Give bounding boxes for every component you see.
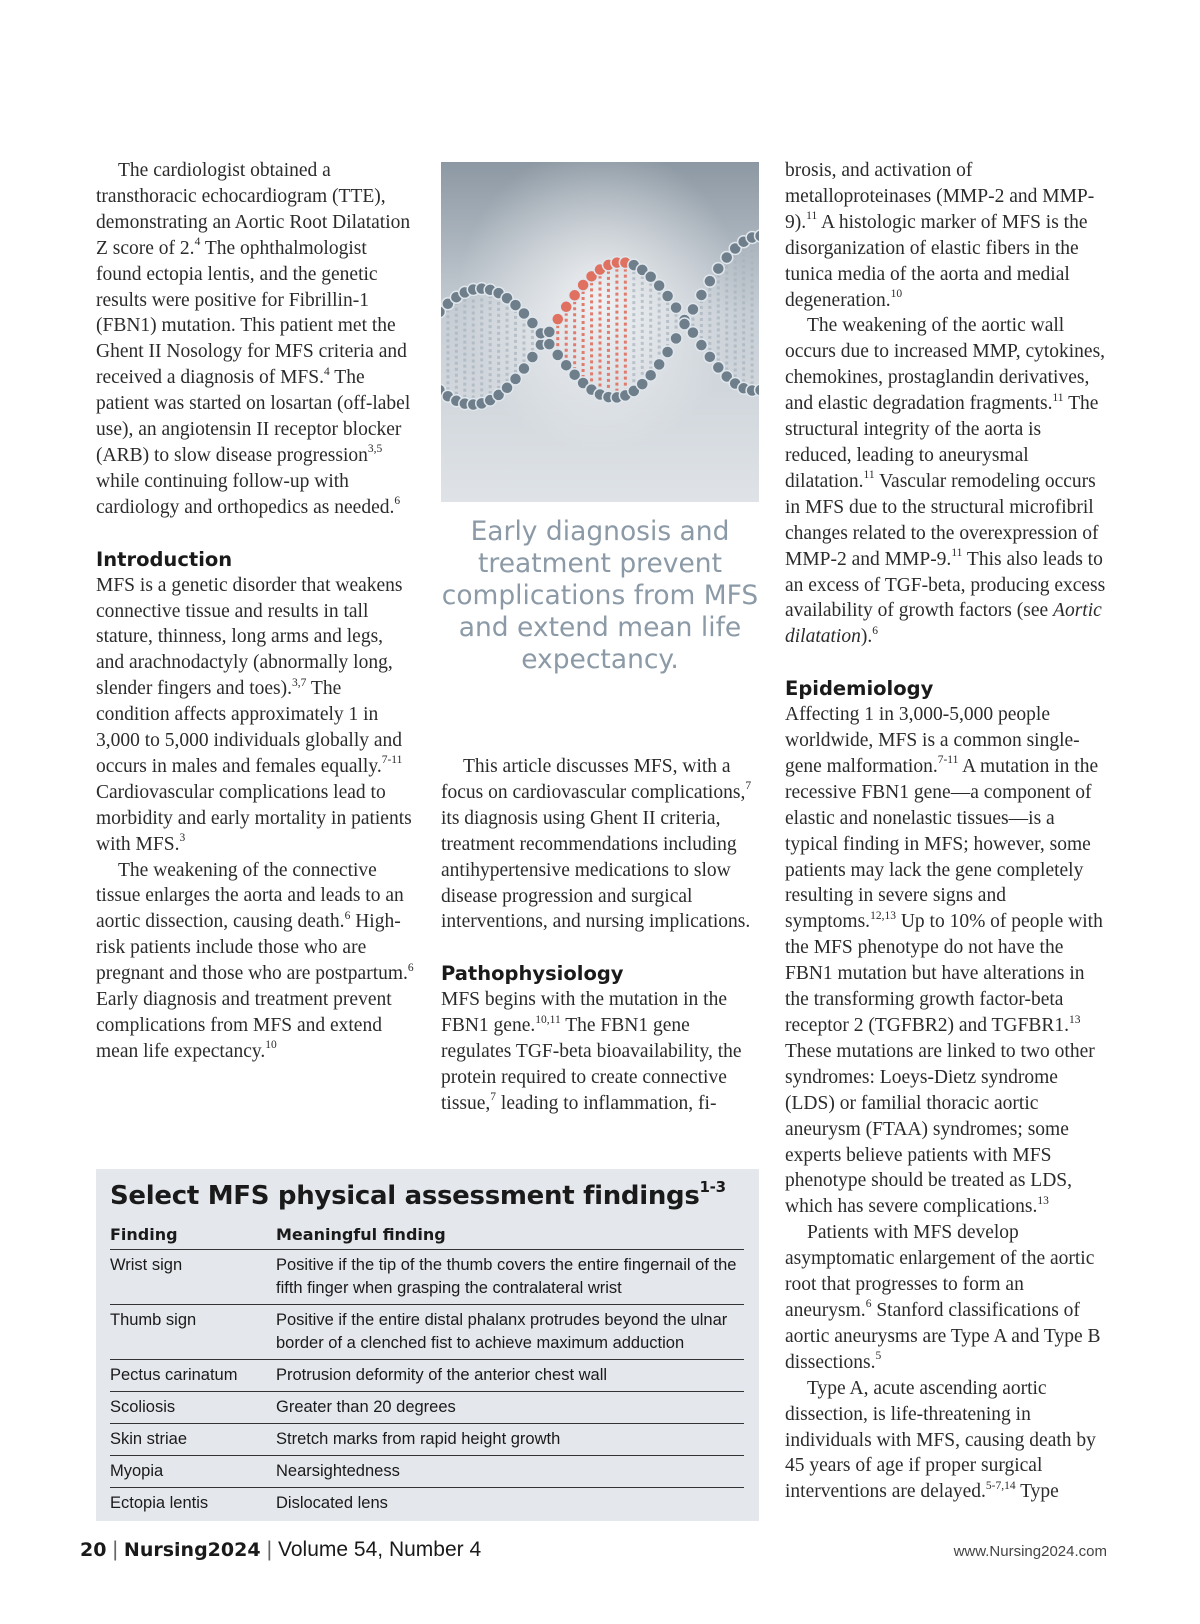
dna-bead	[569, 289, 581, 301]
table-row	[110, 1305, 744, 1360]
page-footer	[80, 1538, 1107, 1568]
heading-epidemiology: Epidemiology	[785, 677, 934, 701]
dna-bead	[687, 303, 699, 315]
dna-bead	[543, 326, 555, 338]
pull-quote: Early diagnosis and treatment prevent complications from MFS and extend mean life expectancy.	[441, 516, 759, 675]
meaning-cell: Positive if the tip of the thumb covers the entire fingernail of the fifth finger when grasping the contralateral wrist	[276, 1250, 744, 1305]
right-paragraph-4: Patients with MFS develop asymptomatic enlargement of the aortic root that progresses to form an aneurysm.$^6$ Stanford classifications of aortic aneurysms are Type A and Type B dissections.$^5$	[785, 1222, 1101, 1373]
left-paragraph-1: The cardiologist obtained a transthoracic echocardiogram (TTE), demonstrating an Aortic Root Dilatation Z score of 2.$^4$ The ophthalmologist found ectopia lentis, and the genetic results were positive for Fibrillin-1 (FBN1) mutation. This patient met the Ghent II Nosology for MFS criteria and received a diagnosis of MFS.$^4$ The patient was started on losartan (off-label use), an angiotensin II receptor blocker (ARB) to slow disease progression$^{3,5}$ while continuing follow-up with cardiology and orthopedics as needed.$^6$	[96, 160, 411, 518]
left-paragraph-3: The weakening of the connective tissue enlarges the aorta and leads to an aortic dissection, causing death.$^6$ High-risk patients include those who are pregnant and those who are postpartum.$^6$ Early diagnosis and treatment prevent complications from MFS and extend mean life expectancy.$^{10}$	[96, 859, 414, 1062]
right-paragraph-1: brosis, and activation of metalloproteinases (MMP-2 and MMP-9).$^{11}$ A histologic marker of MFS is the disorganization of elastic fibers in the tunica media of the aorta and medial degeneration.$^{10}$	[785, 160, 1095, 311]
heading-pathophysiology: Pathophysiology	[441, 962, 624, 986]
table-row	[110, 1424, 744, 1456]
dna-bead	[662, 346, 674, 358]
middle-paragraph-1: This article discusses MFS, with a focus on cardiovascular complications,$^7$ its diagnosis using Ghent II criteria, treatment recommendations including antihypertensive medications to slow disease progression and surgical interventions, and nursing implications.	[441, 756, 752, 933]
finding-cell: Scoliosis	[110, 1392, 276, 1424]
table-row	[110, 1456, 744, 1488]
dna-bead	[552, 313, 564, 325]
assessment-findings-box	[96, 1169, 759, 1521]
assessment-findings-table	[110, 1221, 744, 1519]
table-row	[110, 1360, 744, 1392]
finding-cell: Myopia	[110, 1456, 276, 1488]
column-header-meaningful-finding: Meaningful finding	[276, 1221, 744, 1250]
dna-bead	[704, 275, 716, 287]
heading-introduction: Introduction	[96, 547, 233, 571]
dna-bead	[510, 373, 522, 385]
right-column	[785, 158, 1107, 1505]
dna-bead	[645, 369, 657, 381]
right-paragraph-2: The weakening of the aortic wall occurs due to increased MMP, cytokines, chemokines, prostaglandin derivatives, and elastic degradation fragments.$^{11}$ The structural integrity of the aorta is reduced, leading to aneurysmal dilatation.$^{11}$ Vascular remodeling occurs in MFS due to the structural microfibril changes related to the overexpression of MMP-2 and MMP-9.11 This also leads to an excess of TGF-beta, producing excess availability of growth factors (see Aortic dilatation).$^6$	[785, 315, 1106, 648]
journal-name: Nursing2024	[123, 1539, 261, 1561]
table-header-row	[110, 1221, 744, 1250]
table-row	[110, 1250, 744, 1305]
dna-bead	[695, 339, 707, 351]
table-row	[110, 1488, 744, 1520]
finding-cell: Thumb sign	[110, 1305, 276, 1360]
dna-bead	[670, 332, 682, 344]
meaning-cell: Dislocated lens	[276, 1494, 388, 1512]
dna-bead	[670, 302, 682, 314]
dna-bead	[526, 317, 538, 329]
dna-bead	[560, 301, 572, 313]
dna-bead	[687, 327, 699, 339]
dna-bead	[653, 280, 665, 292]
dna-bead	[662, 290, 674, 302]
table-row	[110, 1392, 744, 1424]
footer-citation: 20 | Nursing2024 | Volume 54, Number 4	[80, 1538, 482, 1561]
right-paragraph-5: Type A, acute ascending aortic dissection, is life-threatening in individuals with MFS, causing death by 45 years of age if proper surgical interventions are delayed.$^{5-7,14}$ Type	[785, 1377, 1096, 1503]
dna-bead	[518, 307, 530, 319]
dna-bead	[543, 338, 555, 350]
dna-helix-illustration	[441, 162, 759, 502]
right-paragraph-3: Affecting 1 in 3,000-5,000 people worldwide, MFS is a common single-gene malformation.$^{7-11}$ A mutation in the recessive FBN1 gene—a component of elastic and nonelastic tissues—is a typical finding in MFS; however, some patients may lack the gene completely resulting in severe signs and symptoms.$^{12,13}$ Up to 10% of people with the MFS phenotype do not have the FBN1 mutation but have alterations in the transforming growth factor-beta receptor 2 (TGFBR2) and TGFBR1.13 These mutations are linked to two other syndromes: Loeys-Dietz syndrome (LDS) or familial thoracic aortic aneurysm (FTAA) syndromes; some experts believe patients with MFS phenotype should be treated as LDS, which has severe complications.$^{13}$	[785, 704, 1103, 1218]
meaning-cell: Greater than 20 degrees	[276, 1392, 744, 1424]
meaning-cell: Protrusion deformity of the anterior chest wall	[276, 1360, 744, 1392]
dna-bead	[518, 363, 530, 375]
finding-cell: Ectopia lentis	[110, 1494, 209, 1512]
dna-bead	[712, 263, 724, 275]
dna-bead	[552, 349, 564, 361]
left-paragraph-2: MFS is a genetic disorder that weakens connective tissue and results in tall stature, thinness, long arms and legs, and arachnodactyly (abnormally long, slender fingers and toes).$^{3,7}$ The condition affects approximately 1 in 3,000 to 5,000 individuals globally and occurs in males and females equally.$^{7-11}$ Cardiovascular complications lead to morbidity and early mortality in patients with MFS.$^3$	[96, 574, 412, 855]
finding-cell: Wrist sign	[110, 1250, 276, 1305]
meaning-cell: Stretch marks from rapid height growth	[276, 1424, 744, 1456]
page-number: 20	[80, 1539, 107, 1561]
middle-column	[441, 754, 759, 1117]
aortic-dilatation-reference: Aortic dilatation	[785, 600, 1102, 648]
meaning-cell: Positive if the entire distal phalanx protrudes beyond the ulnar border of a clenched fist to achieve maximum adduction	[276, 1305, 744, 1360]
dna-helix-image	[441, 162, 759, 502]
dna-bead	[653, 358, 665, 370]
dna-bead	[526, 351, 538, 363]
assessment-box-title: Select MFS physical assessment findings$^{1-3}$	[110, 1178, 726, 1211]
dna-bead	[704, 351, 716, 363]
dna-bead	[560, 359, 572, 371]
middle-paragraph-2: MFS begins with the mutation in the FBN1 gene.$^{10,11}$ The FBN1 gene regulates TGF-beta bioavailability, the protein required to create connective tissue,$^7$ leading to inflammation, fi-	[441, 989, 742, 1114]
footer-website: www.Nursing2024.com	[953, 1543, 1107, 1560]
finding-cell: Pectus carinatum	[110, 1360, 276, 1392]
meaning-cell: Nearsightedness	[276, 1456, 744, 1488]
column-header-finding: Finding	[110, 1221, 276, 1250]
dna-bead	[695, 289, 707, 301]
left-column	[96, 158, 414, 1065]
issue-info: Volume 54, Number 4	[278, 1538, 482, 1561]
finding-cell: Skin striae	[110, 1424, 276, 1456]
